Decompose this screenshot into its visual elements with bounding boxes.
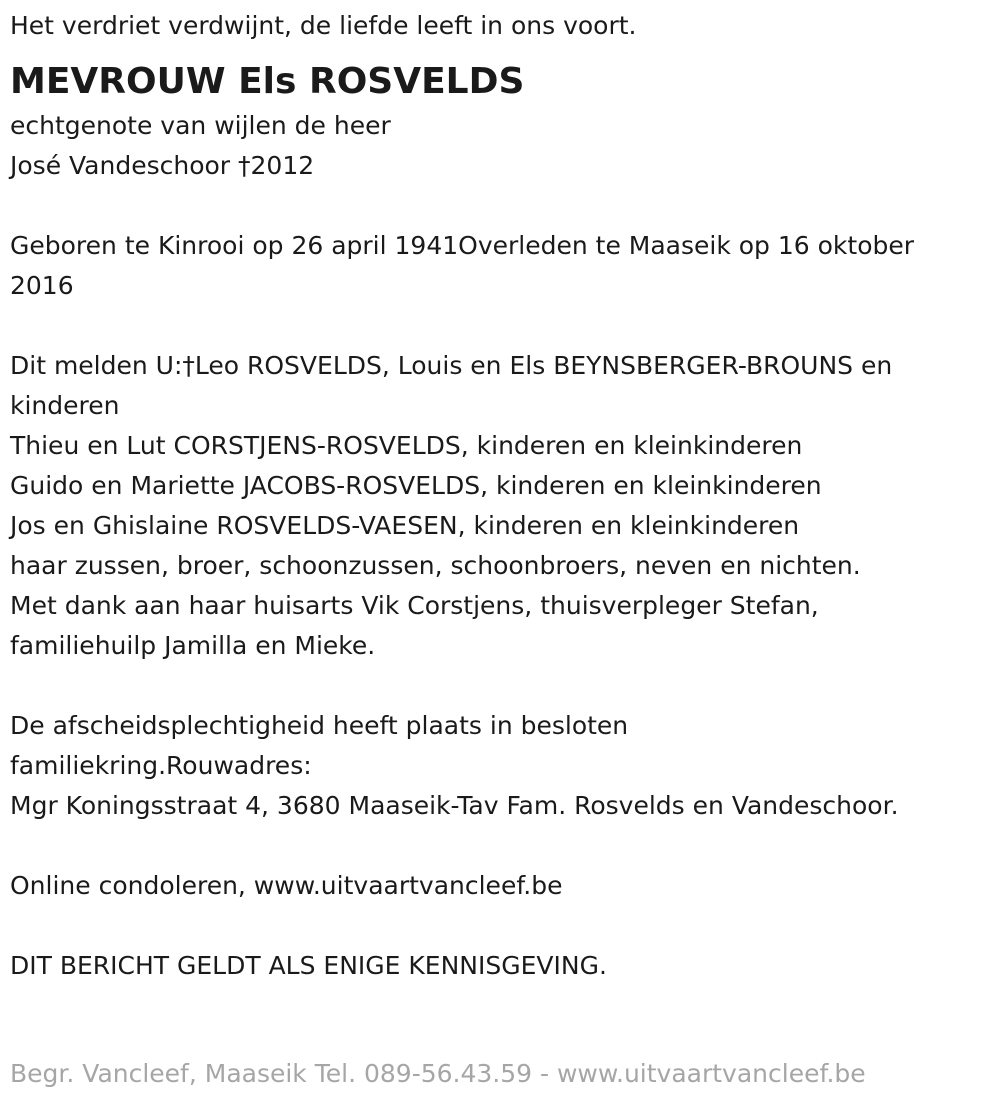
- funeral-home-footer: Begr. Vancleef, Maaseik Tel. 089-56.43.59 - www.uitvaartvancleef.be: [10, 1059, 866, 1088]
- family-intro: Dit melden U:†Leo ROSVELDS, Louis en Els BEYNSBERGER-BROUNS en kinderen: [10, 351, 893, 420]
- spacer: [10, 186, 985, 226]
- family-line: Jos en Ghislaine ROSVELDS-VAESEN, kinderen en kleinkinderen: [10, 511, 800, 540]
- online-condolence: Online condoleren, www.uitvaartvancleef.be: [10, 871, 563, 900]
- spacer: [10, 306, 985, 346]
- spacer: [10, 906, 985, 946]
- mourning-address: Mgr Koningsstraat 4, 3680 Maaseik-Tav Fam. Rosvelds en Vandeschoor.: [10, 791, 899, 820]
- family-line: Guido en Mariette JACOBS-ROSVELDS, kinderen en kleinkinderen: [10, 471, 822, 500]
- deceased-name: MEVROUW Els ROSVELDS: [10, 61, 525, 102]
- spouse-line-1: echtgenote van wijlen de heer: [10, 111, 391, 140]
- thanks-line-2: familiehuilp Jamilla en Mieke.: [10, 631, 376, 660]
- opening-quote: Het verdriet verdwijnt, de liefde leeft in ons voort.: [10, 11, 637, 40]
- family-line: haar zussen, broer, schoonzussen, schoonbroers, neven en nichten.: [10, 551, 861, 580]
- spacer: [10, 666, 985, 706]
- notice-statement: DIT BERICHT GELDT ALS ENIGE KENNISGEVING.: [10, 951, 607, 980]
- ceremony-line-2: familiekring.Rouwadres:: [10, 751, 312, 780]
- spacer: [10, 826, 985, 866]
- family-line: Thieu en Lut CORSTJENS-ROSVELDS, kinderen en kleinkinderen: [10, 431, 803, 460]
- obituary-notice: [10, 6, 985, 986]
- spouse-line-2: José Vandeschoor †2012: [10, 151, 315, 180]
- ceremony-line-1: De afscheidsplechtigheid heeft plaats in besloten: [10, 711, 629, 740]
- birth-death-dates: Geboren te Kinrooi op 26 april 1941Overleden te Maaseik op 16 oktober 2016: [10, 231, 915, 300]
- thanks-line-1: Met dank aan haar huisarts Vik Corstjens, thuisverpleger Stefan,: [10, 591, 819, 620]
